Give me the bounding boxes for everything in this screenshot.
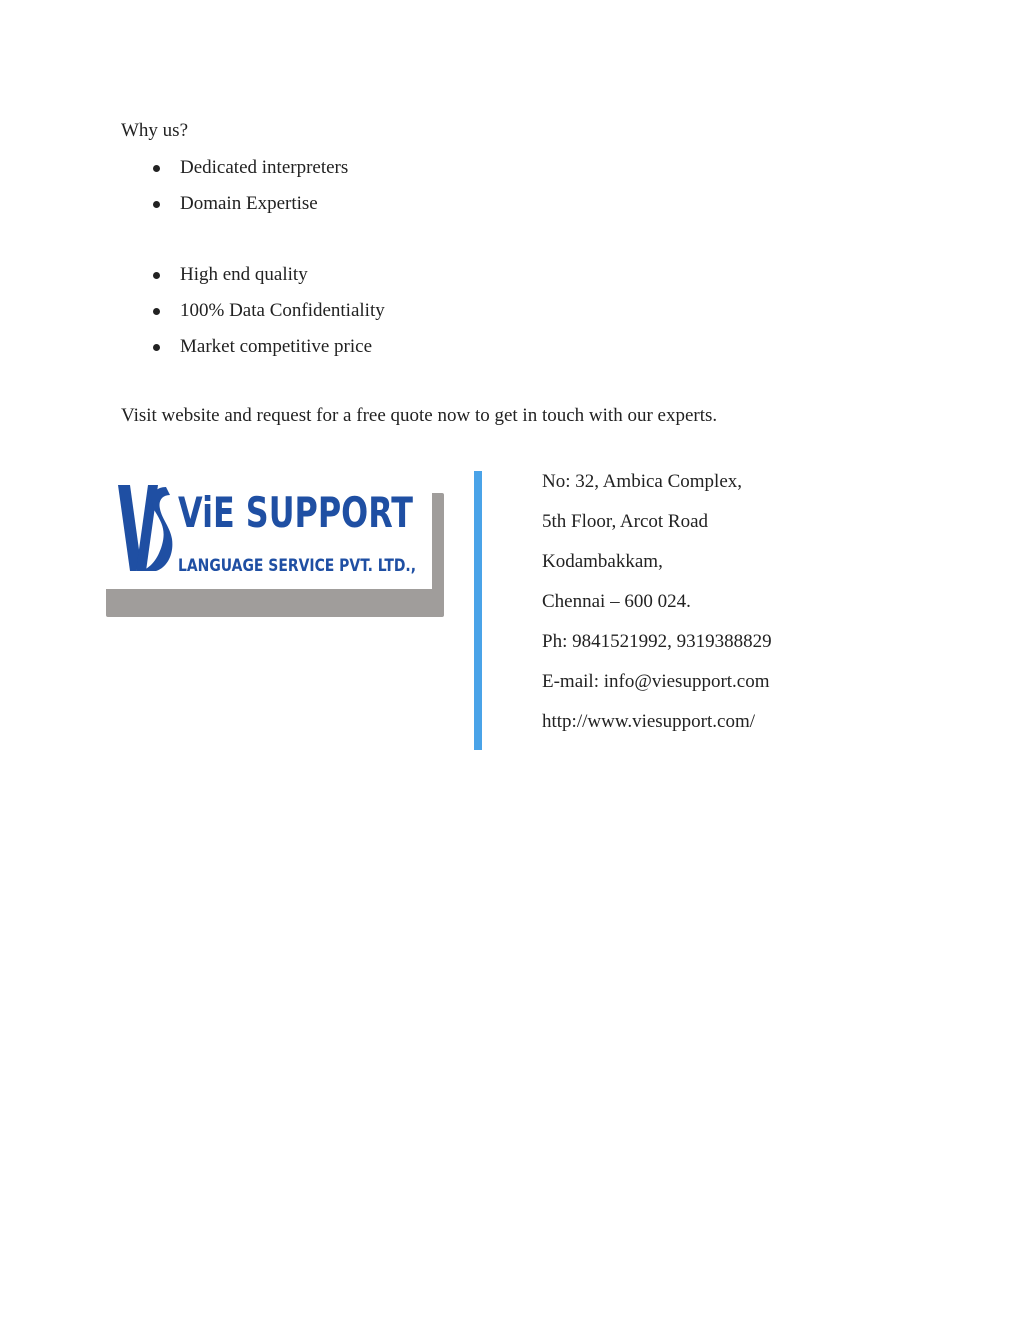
address-line-4: Chennai – 600 024. <box>542 591 691 612</box>
list-item-text: High end quality <box>180 264 308 285</box>
logo-graphic <box>100 471 432 589</box>
list-item <box>149 299 385 323</box>
bullet-icon <box>153 201 160 208</box>
phone-numbers: Ph: 9841521992, 9319388829 <box>542 631 772 652</box>
list-item-text: Domain Expertise <box>180 193 318 214</box>
section-heading: Why us? <box>121 120 189 141</box>
company-logo <box>100 471 445 619</box>
logo-brand-text: ViE SUPPORT <box>178 488 414 537</box>
email-address: E-mail: info@viesupport.com <box>542 671 770 692</box>
bullet-icon <box>153 308 160 315</box>
logo-monogram-icon <box>118 485 172 571</box>
bullet-icon <box>153 344 160 351</box>
list-item <box>149 263 308 287</box>
vertical-divider <box>474 471 482 750</box>
list-item <box>149 192 318 216</box>
list-item <box>149 335 372 359</box>
list-item-text: Dedicated interpreters <box>180 157 349 178</box>
website-link[interactable]: http://www.viesupport.com/ <box>542 711 756 732</box>
address-line-2: 5th Floor, Arcot Road <box>542 511 709 532</box>
address-line-3: Kodambakkam, <box>542 551 663 572</box>
call-to-action-text: Visit website and request for a free quote now to get in touch with our experts. <box>121 405 718 426</box>
bullet-icon <box>153 165 160 172</box>
bullet-icon <box>153 272 160 279</box>
list-item-text: 100% Data Confidentiality <box>180 300 385 321</box>
logo-tagline-text: LANGUAGE SERVICE PVT. LTD., <box>178 556 416 576</box>
logo-card <box>100 471 432 589</box>
list-item <box>149 156 348 180</box>
address-line-1: No: 32, Ambica Complex, <box>542 471 743 492</box>
list-item-text: Market competitive price <box>180 336 373 357</box>
